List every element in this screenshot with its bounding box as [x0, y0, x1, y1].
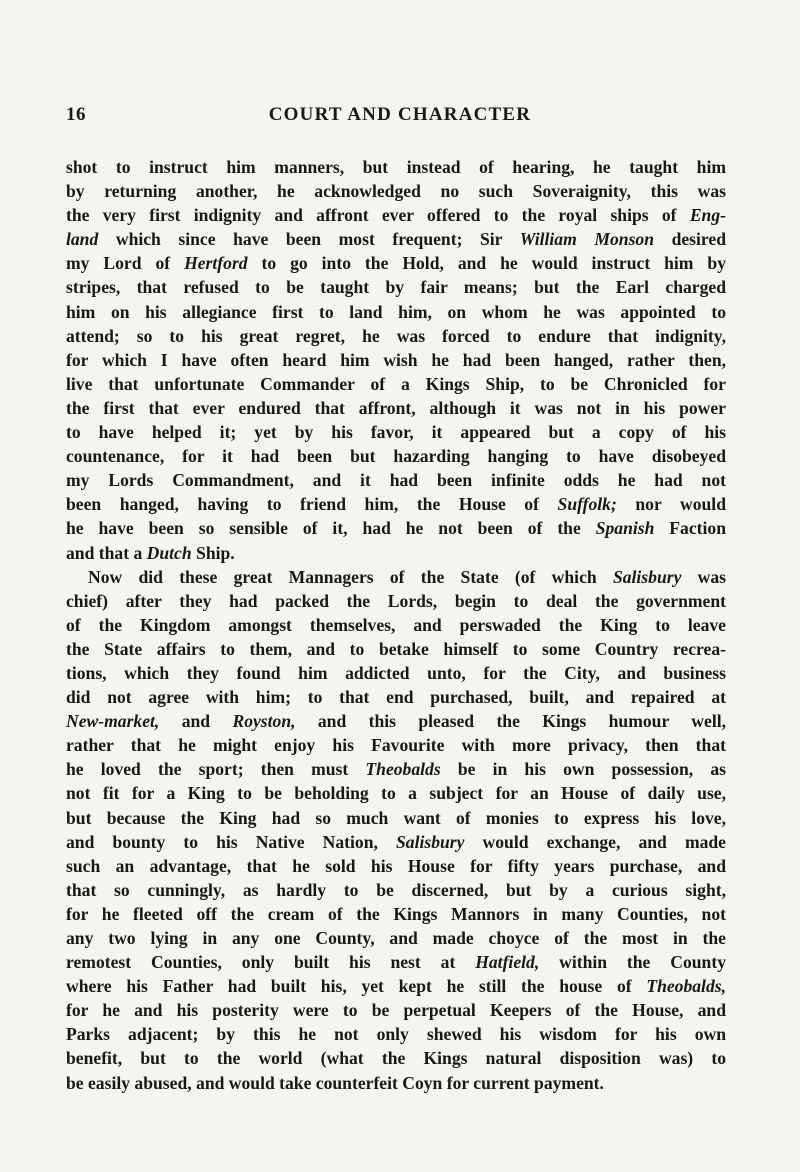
text-segment: was	[681, 566, 727, 587]
italic-text: Dutch	[146, 542, 192, 563]
italic-text: Salisbury	[612, 566, 682, 587]
text-line	[66, 203, 726, 227]
italic-text: land	[66, 229, 99, 250]
text-line	[66, 661, 726, 685]
text-line	[66, 516, 726, 540]
text-segment: he have been so sensible of it, had he not been of the	[66, 518, 596, 539]
text-segment: rather that he might enjoy his Favourite with more privacy, then that	[66, 735, 726, 756]
text-segment: my Lord of	[66, 253, 185, 274]
text-segment: did not agree with him; to that end purchased, built, and repaired at	[66, 687, 726, 708]
text-segment: and that a	[66, 542, 147, 563]
text-segment: tions, which they found him addicted unto, for the City, and business	[66, 662, 726, 683]
page-header	[66, 104, 734, 134]
text-line	[66, 709, 726, 733]
italic-text: Eng-	[689, 205, 726, 226]
text-line	[66, 998, 726, 1022]
text-segment: within the County	[539, 952, 726, 973]
text-line	[66, 878, 726, 902]
text-segment: be easily abused, and would take counterfeit Coyn for current payment.	[66, 1072, 604, 1093]
text-line	[66, 926, 726, 950]
text-segment: not fit for a King to be beholding to a subject for an House of daily use,	[66, 783, 726, 804]
text-line	[66, 1071, 726, 1095]
text-segment: countenance, for it had been but hazarding hanging to have disobeyed	[66, 446, 726, 467]
text-segment: for which I have often heard him wish he had been hanged, rather then,	[66, 349, 726, 370]
text-segment: Parks adjacent; by this he not only shewed his wisdom for his own	[66, 1024, 726, 1045]
italic-text: Suffolk;	[557, 494, 617, 515]
text-line	[66, 372, 726, 396]
text-segment: Ship.	[191, 542, 235, 563]
italic-text: Theobalds	[365, 759, 441, 780]
italic-text: Hertford	[184, 253, 248, 274]
text-segment: and	[159, 711, 233, 732]
text-segment: shot to instruct him manners, but instead of hearing, he taught him	[66, 157, 726, 177]
text-segment: such an advantage, that he sold his House for fifty years purchase, and	[66, 855, 726, 876]
text-line	[66, 227, 726, 251]
text-line	[66, 1022, 726, 1046]
text-segment: been hanged, having to friend him, the House of	[66, 494, 558, 515]
text-segment: stripes, that refused to be taught by fair means; but the Earl charged	[66, 277, 726, 298]
text-line	[66, 251, 726, 275]
text-line	[66, 565, 726, 589]
italic-text: Hatfield,	[475, 952, 540, 973]
text-segment: be in his own possession, as	[440, 759, 726, 780]
text-segment: for he fleeted off the cream of the Kings Mannors in many Counties, not	[66, 903, 726, 924]
text-line	[66, 781, 726, 805]
text-segment: live that unfortunate Commander of a Kings Ship, to be Chronicled for	[66, 373, 726, 394]
text-segment: for he and his posterity were to be perpetual Keepers of the House, and	[66, 1000, 726, 1021]
running-title: COURT AND CHARACTER	[268, 104, 532, 125]
text-line	[66, 492, 726, 516]
text-segment: that so cunningly, as hardly to be discerned, but by a curious sight,	[66, 879, 726, 900]
italic-text: Theobalds,	[646, 976, 726, 997]
text-line	[66, 974, 726, 998]
text-line	[66, 613, 726, 637]
text-segment: where his Father had built his, yet kept he still the house of	[66, 976, 647, 997]
text-segment: him on his allegiance first to land him, on whom he was appointed to	[66, 301, 726, 322]
text-line	[66, 300, 726, 324]
text-line	[66, 589, 726, 613]
text-segment: would exchange, and made	[464, 831, 726, 852]
text-segment: the State affairs to them, and to betake himself to some Country recrea-	[66, 638, 726, 659]
italic-text: William Monson	[519, 229, 655, 250]
text-line	[66, 733, 726, 757]
text-segment: my Lords Commandment, and it had been infinite odds he had not	[66, 470, 726, 491]
italic-text: Royston,	[232, 711, 296, 732]
text-line	[66, 468, 726, 492]
text-segment: nor would	[616, 494, 726, 515]
italic-text: Spanish	[595, 518, 655, 539]
text-segment: he loved the sport; then must	[66, 759, 366, 780]
text-segment: Now did these great Mannagers of the State (of which	[88, 566, 613, 587]
text-segment: the first that ever endured that affront, although it was not in his power	[66, 397, 726, 418]
text-segment: which since have been most frequent; Sir	[98, 229, 520, 250]
text-segment: remotest Counties, only built his nest at	[66, 952, 476, 973]
text-segment: and bounty to his Native Nation,	[66, 831, 396, 852]
text-segment: but because the King had so much want of monies to express his love,	[66, 807, 726, 828]
italic-text: New-market,	[66, 711, 160, 732]
text-line	[66, 155, 726, 179]
text-line	[66, 902, 726, 926]
text-segment: benefit, but to the world (what the Kings natural disposition was) to	[66, 1048, 726, 1069]
text-line	[66, 396, 726, 420]
text-segment: any two lying in any one County, and made choyce of the most in the	[66, 928, 726, 948]
text-segment: desired	[654, 229, 727, 250]
text-line	[66, 685, 726, 709]
text-segment: attend; so to his great regret, he was forced to endure that indignity,	[66, 325, 726, 346]
text-line	[66, 757, 726, 781]
page-number: 16	[66, 104, 86, 125]
text-line	[66, 324, 726, 348]
text-line	[66, 1046, 726, 1070]
text-line	[66, 444, 726, 468]
text-line	[66, 806, 726, 830]
text-segment: to go into the Hold, and he would instruct him by	[247, 253, 726, 274]
text-line	[66, 179, 726, 203]
text-segment: to have helped it; yet by his favor, it appeared but a copy of his	[66, 422, 726, 443]
italic-text: Salisbury	[396, 831, 465, 852]
text-line	[66, 950, 726, 974]
text-line	[66, 348, 726, 372]
text-line	[66, 420, 726, 444]
text-line	[66, 830, 726, 854]
text-segment: and this pleased the Kings humour well,	[295, 711, 726, 732]
body-text	[66, 155, 726, 1095]
text-segment: by returning another, he acknowledged no such Soveraignity, this was	[66, 181, 726, 202]
text-segment: of the Kingdom amongst themselves, and perswaded the King to leave	[66, 614, 726, 635]
text-line	[66, 854, 726, 878]
text-segment: the very first indignity and affront ever offered to the royal ships of	[66, 205, 690, 226]
text-segment: Faction	[654, 518, 726, 539]
text-line	[66, 541, 726, 565]
text-line	[66, 637, 726, 661]
text-segment: chief) after they had packed the Lords, begin to deal the government	[66, 590, 726, 611]
text-line	[66, 275, 726, 299]
